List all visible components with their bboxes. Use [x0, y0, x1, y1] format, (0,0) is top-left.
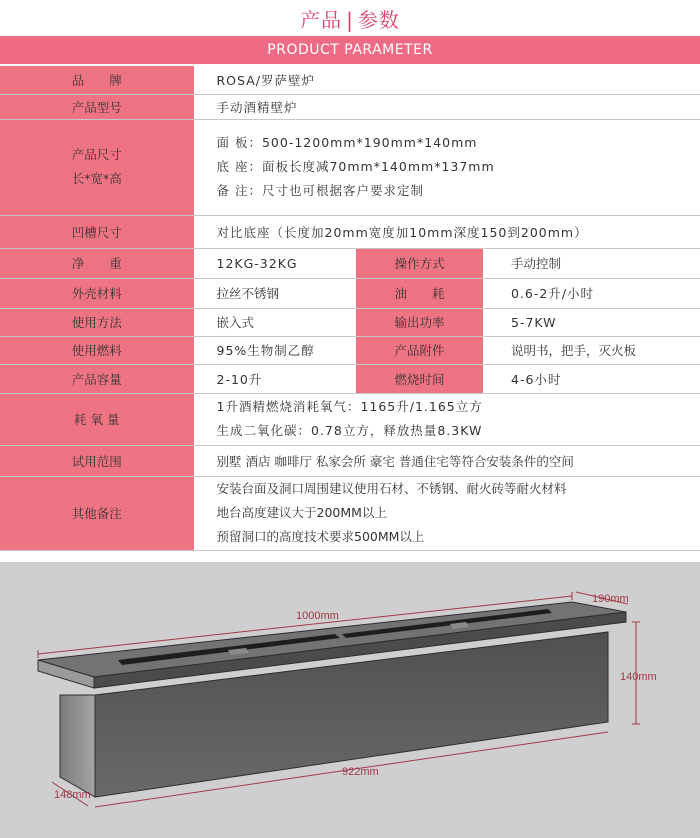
row-label-capacity: 产品容量 — [0, 364, 194, 393]
table-row — [0, 248, 700, 278]
row-value-size — [194, 119, 700, 215]
table-row — [0, 393, 700, 445]
row-label-brand: 品 牌 — [0, 66, 194, 94]
oxygen-line-1: 1升酒精燃烧消耗氧气：1165升/1.165立方 — [216, 399, 483, 414]
fireplace-dimension-diagram — [0, 562, 700, 838]
row-label-shell: 外壳材料 — [0, 278, 194, 308]
section-title — [0, 4, 700, 33]
oxygen-line-2: 生成二氧化碳：0.78立方，释放热量8.3KW — [216, 423, 483, 438]
row-label-notes: 其他备注 — [0, 476, 194, 550]
table-row — [0, 364, 700, 393]
base-side-face — [60, 695, 95, 797]
dim-width-label: 190mm — [592, 593, 629, 605]
row-label-usage: 使用方法 — [0, 308, 194, 336]
row-label-oxygen: 耗 氧 量 — [0, 393, 194, 445]
row-label-weight: 净 重 — [0, 248, 194, 278]
table-row — [0, 278, 700, 308]
table-row — [0, 336, 700, 364]
row-label-fuel: 使用燃料 — [0, 336, 194, 364]
dim-length-top-label: 1000mm — [296, 610, 339, 622]
table-row — [0, 94, 700, 119]
table-row — [0, 66, 700, 94]
diagram-svg — [0, 562, 700, 838]
table-row — [0, 476, 700, 550]
row-value-capacity: 2-10升 — [194, 364, 356, 393]
row-value-brand: ROSA/罗萨壁炉 — [194, 66, 700, 94]
title-separator: | — [346, 8, 354, 32]
row-value-oxygen — [194, 393, 700, 445]
dim-height-label: 140mm — [620, 671, 657, 683]
notes-line-1: 安装台面及洞口周围建议使用石材、不锈钢、耐火砖等耐火材料 — [216, 481, 567, 496]
dim-length-base-label: 922mm — [342, 766, 379, 778]
row-label-scope: 试用范围 — [0, 445, 194, 476]
size-line-2: 底 座：面板长度减70mm*140mm*137mm — [216, 159, 495, 174]
section-header — [0, 0, 700, 36]
row-label-size: 产品尺寸 长*宽*高 — [0, 119, 194, 215]
row-value-model: 手动酒精壁炉 — [194, 94, 700, 119]
title-left: 产品 — [300, 8, 343, 32]
row-value-notes — [194, 476, 700, 550]
row-label-consumption: 油 耗 — [356, 278, 483, 308]
row-label-model: 产品型号 — [0, 94, 194, 119]
row-value-weight: 12KG-32KG — [194, 248, 356, 278]
row-value-burn-time: 4-6小时 — [483, 364, 700, 393]
row-value-consumption: 0.6-2升/小时 — [483, 278, 700, 308]
table-row — [0, 215, 700, 248]
title-right: 参数 — [357, 8, 400, 32]
row-value-fuel: 95%生物制乙醇 — [194, 336, 356, 364]
row-label-operation: 操作方式 — [356, 248, 483, 278]
spec-table — [0, 66, 700, 551]
notes-line-3: 预留洞口的高度技术要求500MM以上 — [216, 529, 425, 544]
row-label-accessories: 产品附件 — [356, 336, 483, 364]
notes-line-2: 地台高度建议大于200MM以上 — [216, 505, 387, 520]
row-value-groove: 对比底座（长度加20mm宽度加10mm深度150到200mm） — [194, 215, 700, 248]
table-row — [0, 445, 700, 476]
row-label-groove: 凹槽尺寸 — [0, 215, 194, 248]
size-line-3: 备 注：尺寸也可根据客户要求定制 — [216, 183, 424, 198]
table-row — [0, 308, 700, 336]
table-row — [0, 119, 700, 215]
row-value-scope: 别墅 酒店 咖啡厅 私家会所 豪宅 普通住宅等符合安装条件的空间 — [194, 445, 700, 476]
row-value-usage: 嵌入式 — [194, 308, 356, 336]
product-parameter-banner: PRODUCT PARAMETER — [0, 36, 700, 64]
size-line-1: 面 板：500-1200mm*190mm*140mm — [216, 135, 478, 150]
row-value-power: 5-7KW — [483, 308, 700, 336]
row-value-shell: 拉丝不锈钢 — [194, 278, 356, 308]
row-value-accessories: 说明书，把手，灭火板 — [483, 336, 700, 364]
dim-depth-base-label: 148mm — [54, 789, 91, 801]
row-value-operation: 手动控制 — [483, 248, 700, 278]
row-label-power: 输出功率 — [356, 308, 483, 336]
row-label-burn-time: 燃烧时间 — [356, 364, 483, 393]
